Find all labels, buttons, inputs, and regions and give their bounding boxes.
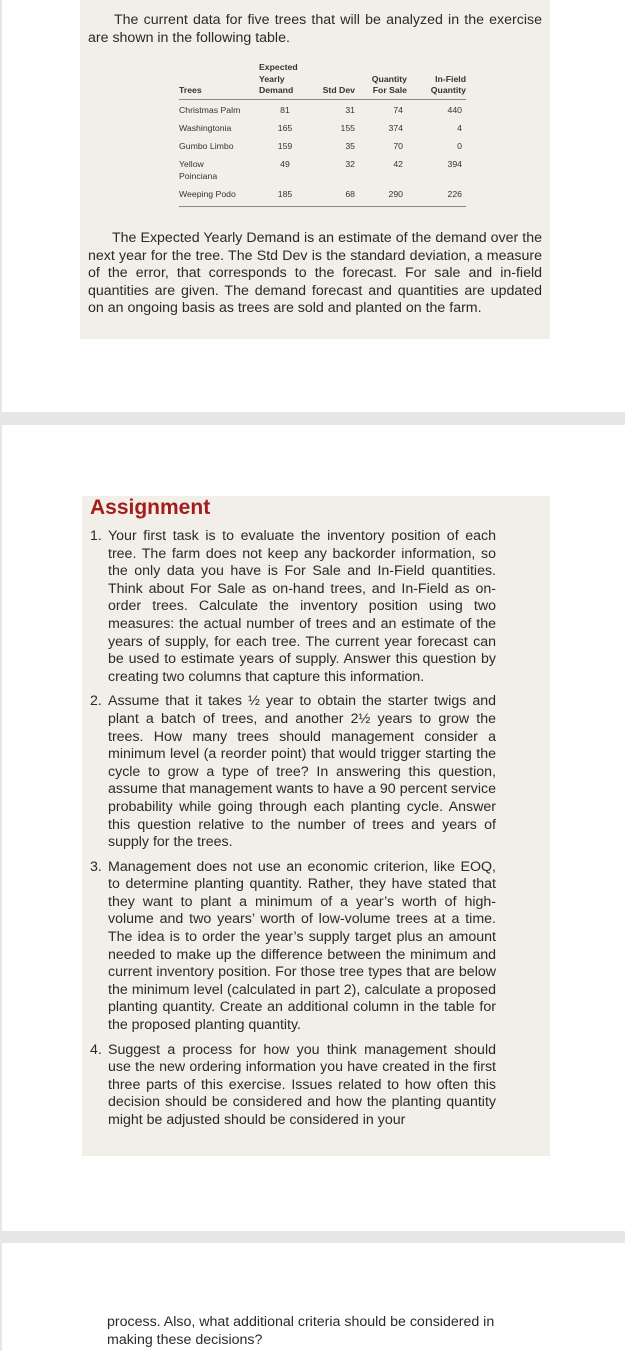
cell-demand: 185	[259, 188, 305, 207]
header-trees: Trees	[179, 62, 259, 99]
explanation-paragraph: The Expected Yearly Demand is an estimate of the demand over the next year for the tree. The Std Dev is the standard deviation, a measure of the error, that corresponds to the forecast. For sale and in-field quantities are given. The demand forecast and quantities are updated on an ongoing basis as trees are sold and planted on the farm.	[88, 230, 542, 317]
table-header-row	[179, 62, 466, 99]
cell-forsale: 70	[393, 140, 403, 151]
cell-tree: Christmas Palm	[179, 104, 241, 115]
table-row	[179, 99, 466, 122]
item-text: Suggest a process for how you think management should use the new ordering information you have created in the first three parts of this exercise. Issues related to how often this decision should be considered and how the planting quantity might be adjusted should be considered in your	[108, 1041, 496, 1128]
continuation-text: process. Also, what additional criteria should be considered in making these decisions?	[107, 1314, 495, 1348]
page-1	[2, 0, 625, 412]
trees-table	[179, 62, 466, 207]
cell-infield: 394	[447, 158, 462, 169]
table-row	[179, 140, 466, 158]
table-row	[179, 122, 466, 140]
assignment-list	[90, 528, 496, 1137]
cell-tree: Washingtonia	[179, 122, 232, 133]
cell-infield: 4	[457, 122, 462, 133]
cell-forsale: 74	[393, 104, 403, 115]
item-text: Assume that it takes ½ year to obtain the starter twigs and plant a batch of trees, and another 2½ years to grow the trees. How many trees should management consider a minimum level (a reorder point) that would trigger starting the cycle to grow a type of tree? In answering this question, assume that management wants to have a 90 percent service probability while going through each planting cycle. Answer this question relative to the number of trees and years of supply for the trees.	[108, 693, 496, 851]
cell-stddev: 68	[305, 188, 355, 207]
cell-forsale: 42	[393, 158, 403, 169]
cell-tree: Weeping Podo	[179, 188, 259, 207]
assignment-item	[90, 1042, 496, 1130]
cell-tree: Gumbo Limbo	[179, 140, 234, 151]
cell-stddev: 155	[340, 122, 355, 133]
cell-stddev: 35	[345, 140, 355, 151]
table-row	[179, 188, 466, 207]
cell-demand: 81	[280, 104, 290, 115]
assignment-box	[82, 496, 550, 1156]
header-demand: Expected Yearly Demand	[259, 62, 305, 99]
cell-infield: 440	[447, 104, 462, 115]
assignment-item	[90, 528, 496, 686]
cell-demand: 165	[277, 122, 293, 133]
header-infield: In-Field Quantity	[407, 62, 466, 99]
cell-stddev: 32	[345, 158, 355, 169]
header-forsale: Quantity For Sale	[355, 62, 407, 99]
item-text: Management does not use an economic criterion, like EOQ, to determine planting quantity. Rather, they have stated that they want to plant a minimum of a year’s worth of high-volume and two years’ worth of low-volume trees at a time. The idea is to order the year’s supply target plus an amount needed to make up the difference between the minimum and current inventory position. For those tree types that are below the minimum level (calculated in part 2), calculate a proposed planting quantity. Create an additional column in the table for the proposed planting quantity.	[108, 858, 496, 1034]
intro-paragraph: The current data for five trees that will be analyzed in the exercise are shown in the following table.	[88, 12, 542, 46]
item-number: 4.	[90, 1041, 102, 1058]
cell-tree: Yellow Poinciana	[179, 158, 218, 181]
cell-stddev: 31	[345, 104, 355, 115]
assignment-item	[90, 693, 496, 851]
item-number: 3.	[90, 858, 102, 875]
item-number: 1.	[90, 528, 102, 544]
table-row	[179, 158, 466, 188]
item-text: Your first task is to evaluate the inventory position of each tree. The farm does not keep any backorder information, so the only data you have is For Sale and In-Field quantities. Think about For Sale as on-hand trees, and In-Field as on-order trees. Calculate the inventory position using two measures: the actual number of trees and an estimate of the years of supply, for each tree. The current year forecast can be used to estimate years of supply. Answer this question by creating two columns that capture this information.	[108, 528, 496, 685]
cell-infield: 0	[457, 140, 462, 151]
cell-demand: 49	[280, 158, 290, 169]
cell-forsale: 374	[388, 122, 403, 133]
header-stddev: Std Dev	[305, 62, 355, 99]
assignment-item	[90, 859, 496, 1035]
cell-demand: 159	[277, 140, 293, 151]
intro-box	[80, 0, 550, 339]
assignment-heading: Assignment	[90, 496, 211, 519]
cell-infield: 226	[407, 188, 466, 207]
page-2	[2, 425, 625, 1231]
page-3	[2, 1243, 625, 1351]
cell-forsale: 290	[355, 188, 407, 207]
item-number: 2.	[90, 693, 102, 710]
